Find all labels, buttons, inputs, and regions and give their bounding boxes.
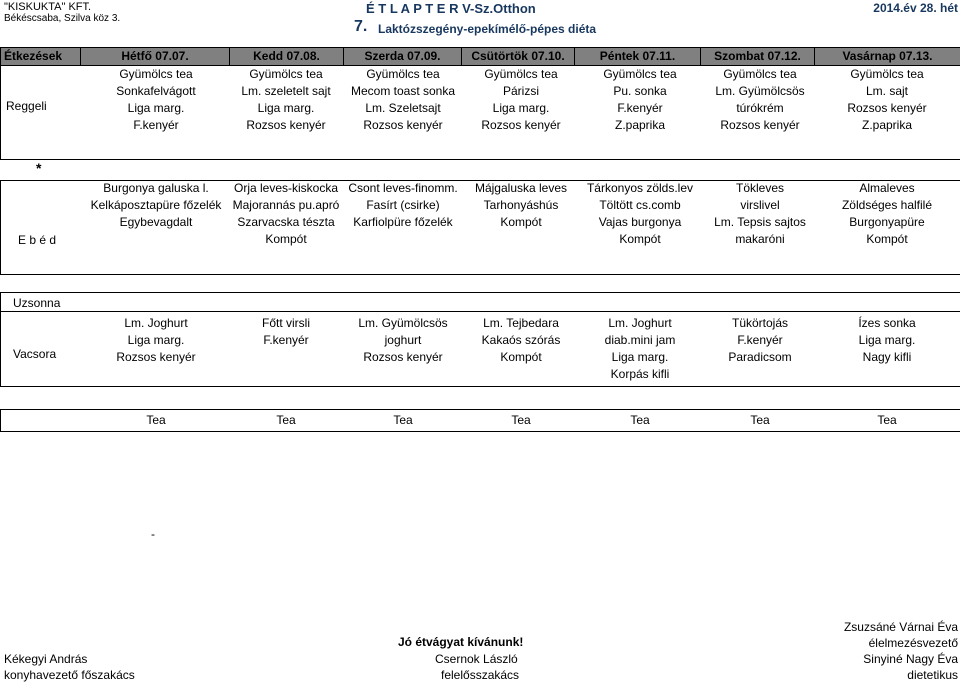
tea-item: Tea bbox=[276, 413, 296, 427]
company-name: "KISKUKTA" KFT. bbox=[4, 1, 92, 13]
breakfast-item: Gyümölcs tea bbox=[603, 67, 677, 81]
snack-block bbox=[0, 292, 960, 312]
right-signer-role-2: dietetikus bbox=[907, 668, 958, 682]
breakfast-item: Lm. sajt bbox=[865, 84, 908, 98]
right-signer-role-1: élelmezésvezető bbox=[868, 636, 958, 650]
lunch-item: Karfiolpüre főzelék bbox=[353, 215, 453, 229]
star-marker: * bbox=[36, 160, 42, 176]
day-header: Vasárnap 07.13. bbox=[815, 48, 960, 66]
lunch-item: Egybevagdalt bbox=[119, 215, 193, 229]
dinner-item: Nagy kifli bbox=[862, 350, 912, 364]
breakfast-item: túrókrém bbox=[736, 101, 784, 115]
company-address: Békéscsaba, Szilva köz 3. bbox=[4, 13, 121, 24]
header-row bbox=[1, 48, 960, 66]
right-signer-name-2: Sinyiné Nagy Éva bbox=[863, 652, 958, 666]
breakfast-item: Gyümölcs tea bbox=[366, 67, 440, 81]
tea-item: Tea bbox=[146, 413, 166, 427]
page-title: É T L A P T E R V-Sz.Otthon bbox=[366, 1, 536, 16]
dinner-item: Lm. Joghurt bbox=[608, 316, 672, 330]
tea-item: Tea bbox=[750, 413, 770, 427]
lunch-item: Burgonyapüre bbox=[849, 215, 925, 229]
lunch-item: Kompót bbox=[619, 232, 661, 246]
day-header: Szombat 07.12. bbox=[701, 48, 815, 66]
dinner-item: Lm. Tejbedara bbox=[483, 316, 559, 330]
breakfast-item: Rozsos kenyér bbox=[481, 118, 561, 132]
day-header: Szerda 07.09. bbox=[344, 48, 462, 66]
lunch-item: virslivel bbox=[740, 198, 780, 212]
breakfast-item: Liga marg. bbox=[492, 101, 550, 115]
greeting: Jó étvágyat kívánunk! bbox=[398, 635, 524, 649]
dinner-item: Ízes sonka bbox=[858, 316, 916, 330]
dinner-item: Liga marg. bbox=[858, 333, 916, 347]
dinner-item: Lm. Joghurt bbox=[124, 316, 188, 330]
corner-header: Étkezések bbox=[1, 48, 81, 66]
dinner-item: Liga marg. bbox=[127, 333, 185, 347]
breakfast-item: Liga marg. bbox=[127, 101, 185, 115]
dinner-item: Lm. Gyümölcsös bbox=[358, 316, 448, 330]
lunch-item: Tökleves bbox=[735, 181, 785, 195]
center-signer-name: Csernok László bbox=[435, 652, 518, 666]
dinner-item: Kompót bbox=[500, 350, 542, 364]
dinner-item: Korpás kifli bbox=[610, 367, 670, 381]
breakfast-item: Lm. Gyümölcsös bbox=[715, 84, 805, 98]
lunch-item: Kompót bbox=[265, 232, 307, 246]
lunch-item: Lm. Tepsis sajtos bbox=[714, 215, 806, 229]
day-header: Csütörtök 07.10. bbox=[462, 48, 575, 66]
lunch-item: Tarhonyáshús bbox=[483, 198, 559, 212]
dinner-item: Liga marg. bbox=[611, 350, 669, 364]
breakfast-item: Pu. sonka bbox=[613, 84, 667, 98]
menu-table bbox=[0, 47, 960, 66]
breakfast-item: Mecom toast sonka bbox=[350, 84, 456, 98]
week-label: 2014.év 28. hét bbox=[873, 1, 958, 15]
left-signer-name: Kékegyi András bbox=[4, 652, 88, 666]
dinner-item: F.kenyér bbox=[263, 333, 309, 347]
dinner-item: Tükörtojás bbox=[731, 316, 789, 330]
breakfast-item: F.kenyér bbox=[617, 101, 663, 115]
tea-item: Tea bbox=[630, 413, 650, 427]
dash-mark: - bbox=[151, 527, 155, 541]
day-header: Hétfő 07.07. bbox=[81, 48, 230, 66]
breakfast-item: Rozsos kenyér bbox=[720, 118, 800, 132]
lunch-item: Burgonya galuska l. bbox=[103, 181, 209, 195]
breakfast-item: Rozsos kenyér bbox=[847, 101, 927, 115]
center-signer-role: felelősszakács bbox=[441, 668, 520, 682]
breakfast-item: Gyümölcs tea bbox=[119, 67, 193, 81]
diet-number: 7. bbox=[354, 18, 368, 35]
lunch-label: E b é d bbox=[18, 233, 57, 247]
breakfast-item: Gyümölcs tea bbox=[249, 67, 323, 81]
breakfast-item: Lm. Szeletsajt bbox=[365, 101, 441, 115]
dinner-item: Rozsos kenyér bbox=[116, 350, 196, 364]
lunch-item: makaróni bbox=[735, 232, 785, 246]
lunch-item: Kelkáposztapüre főzelék bbox=[90, 198, 222, 212]
dinner-item: Kakaós szórás bbox=[481, 333, 561, 347]
lunch-item: Fasírt (csirke) bbox=[366, 198, 440, 212]
breakfast-item: Rozsos kenyér bbox=[363, 118, 443, 132]
lunch-item: Zöldséges halfilé bbox=[841, 198, 933, 212]
breakfast-item: F.kenyér bbox=[133, 118, 179, 132]
lunch-item: Vajas burgonya bbox=[598, 215, 682, 229]
diet-name: Laktózszegény-epekímélő-pépes diéta bbox=[378, 22, 597, 36]
breakfast-item: Lm. szeletelt sajt bbox=[241, 84, 331, 98]
dinner-item: Főtt virsli bbox=[262, 316, 310, 330]
breakfast-item: Rozsos kenyér bbox=[246, 118, 326, 132]
day-header: Kedd 07.08. bbox=[230, 48, 344, 66]
dinner-item: Rozsos kenyér bbox=[363, 350, 443, 364]
left-signer-role: konyhavezető főszakács bbox=[4, 668, 135, 682]
breakfast-item: Sonkafelvágott bbox=[116, 84, 196, 98]
breakfast-item: Gyümölcs tea bbox=[850, 67, 924, 81]
breakfast-item: Gyümölcs tea bbox=[723, 67, 797, 81]
breakfast-label: Reggeli bbox=[6, 99, 47, 113]
lunch-item: Töltött cs.comb bbox=[599, 198, 681, 212]
dinner-item: F.kenyér bbox=[737, 333, 783, 347]
tea-item: Tea bbox=[393, 413, 413, 427]
breakfast-item: Gyümölcs tea bbox=[484, 67, 558, 81]
lunch-item: Almaleves bbox=[859, 181, 915, 195]
lunch-item: Csont leves-finomm. bbox=[348, 181, 458, 195]
lunch-item: Szarvacska tészta bbox=[237, 215, 335, 229]
lunch-item: Tárkonyos zölds.lev bbox=[586, 181, 694, 195]
right-signer-name-1: Zsuzsáné Várnai Éva bbox=[843, 620, 958, 634]
tea-item: Tea bbox=[877, 413, 897, 427]
day-header: Péntek 07.11. bbox=[575, 48, 701, 66]
lunch-item: Kompót bbox=[500, 215, 542, 229]
lunch-item: Májgaluska leves bbox=[474, 181, 568, 195]
breakfast-item: Z.paprika bbox=[861, 118, 913, 132]
snack-label: Uzsonna bbox=[13, 296, 61, 310]
breakfast-item: Párizsi bbox=[502, 84, 539, 98]
breakfast-item: Z.paprika bbox=[614, 118, 666, 132]
lunch-item: Kompót bbox=[866, 232, 908, 246]
dinner-item: Paradicsom bbox=[728, 350, 792, 364]
breakfast-item: Liga marg. bbox=[257, 101, 315, 115]
dinner-label: Vacsora bbox=[13, 347, 57, 361]
tea-item: Tea bbox=[511, 413, 531, 427]
lunch-item: Majorannás pu.apró bbox=[232, 198, 340, 212]
dinner-item: joghurt bbox=[384, 333, 422, 347]
lunch-item: Orja leves-kiskocka bbox=[233, 181, 339, 195]
dinner-item: diab.mini jam bbox=[604, 333, 676, 347]
